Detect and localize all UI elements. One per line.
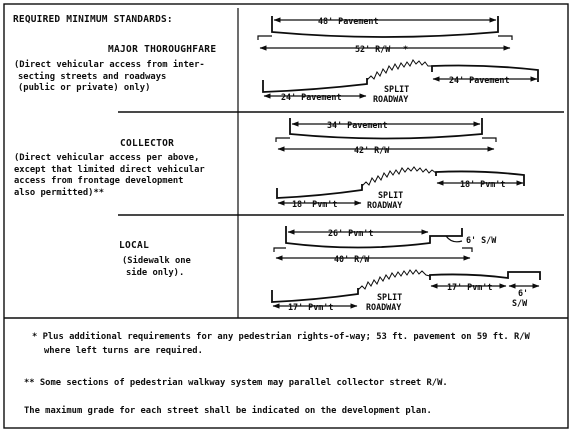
- major-split-label-1: SPLIT: [384, 84, 410, 94]
- major-curb-profile: [272, 16, 498, 37]
- note-1: * Plus additional requirements for any pedestrian rights-of-way; 53 ft. pavement on 59 ft. R/W where left turns are required.: [32, 332, 530, 356]
- major-row-label: 52' R/W: [355, 44, 391, 54]
- category-collector-description: (Direct vehicular access per above, except that limited direct vehicular access from frontage development also permitted)**: [14, 153, 205, 198]
- local-row-ends: [274, 248, 472, 252]
- major-split-left-label: 24' Pavement: [281, 92, 342, 102]
- local-split-sidewalk-label-2: S/W: [512, 298, 528, 308]
- local-split-left-profile: [272, 288, 358, 302]
- local-split-left-label: 17' Pvm't: [288, 302, 334, 312]
- outer-frame: [4, 4, 568, 428]
- major-split-label-2: ROADWAY: [373, 94, 409, 104]
- category-local-description: (Sidewalk one side only).: [122, 256, 191, 278]
- collector-pavement-label: 34' Pavement: [327, 120, 388, 130]
- collector-split-median: [362, 167, 436, 186]
- collector-split-label-2: ROADWAY: [367, 200, 403, 210]
- local-split-sidewalk-label-1: 6': [518, 288, 529, 298]
- note-3: The maximum grade for each street shall be indicated on the development plan.: [24, 406, 432, 416]
- local-cross-section: [272, 226, 540, 306]
- local-curb-profile: [286, 226, 462, 248]
- local-pavement-label: 26' Pvm't: [328, 228, 374, 238]
- local-split-median: [358, 270, 430, 290]
- major-pavement-label: 48' Pavement: [318, 16, 379, 26]
- local-split-right-profile: [430, 272, 540, 280]
- collector-double-asterisk: **: [93, 187, 105, 198]
- collector-split-label-1: SPLIT: [378, 190, 404, 200]
- category-major-description: (Direct vehicular access from inter- secting streets and roadways (public or private) only): [14, 60, 205, 94]
- collector-split-left-label: 18' Pvm't: [292, 199, 338, 209]
- local-row-label: 40' R/W: [334, 254, 370, 264]
- major-split-right-label: 24' Pavement: [449, 75, 510, 85]
- collector-split-right-label: 18' Pvm't: [460, 179, 506, 189]
- category-collector-name: COLLECTOR: [120, 138, 175, 149]
- collector-split-left-profile: [277, 184, 362, 198]
- local-split-label-2: ROADWAY: [366, 302, 402, 312]
- collector-row-label: 42' R/W: [354, 145, 390, 155]
- heading: REQUIRED MINIMUM STANDARDS:: [13, 14, 173, 25]
- local-split-label-1: SPLIT: [377, 292, 403, 302]
- major-row-asterisk: *: [403, 44, 409, 54]
- major-split-median: [367, 60, 432, 80]
- local-split-right-label: 17' Pvm't: [447, 282, 493, 292]
- category-local-name: LOCAL: [119, 240, 150, 251]
- category-major-name: MAJOR THOROUGHFARE: [108, 44, 217, 55]
- note-2: ** Some sections of pedestrian walkway system may parallel collector street R/W.: [24, 378, 448, 388]
- local-sidewalk-label: 6' S/W: [466, 235, 497, 245]
- major-split-left-profile: [263, 78, 367, 92]
